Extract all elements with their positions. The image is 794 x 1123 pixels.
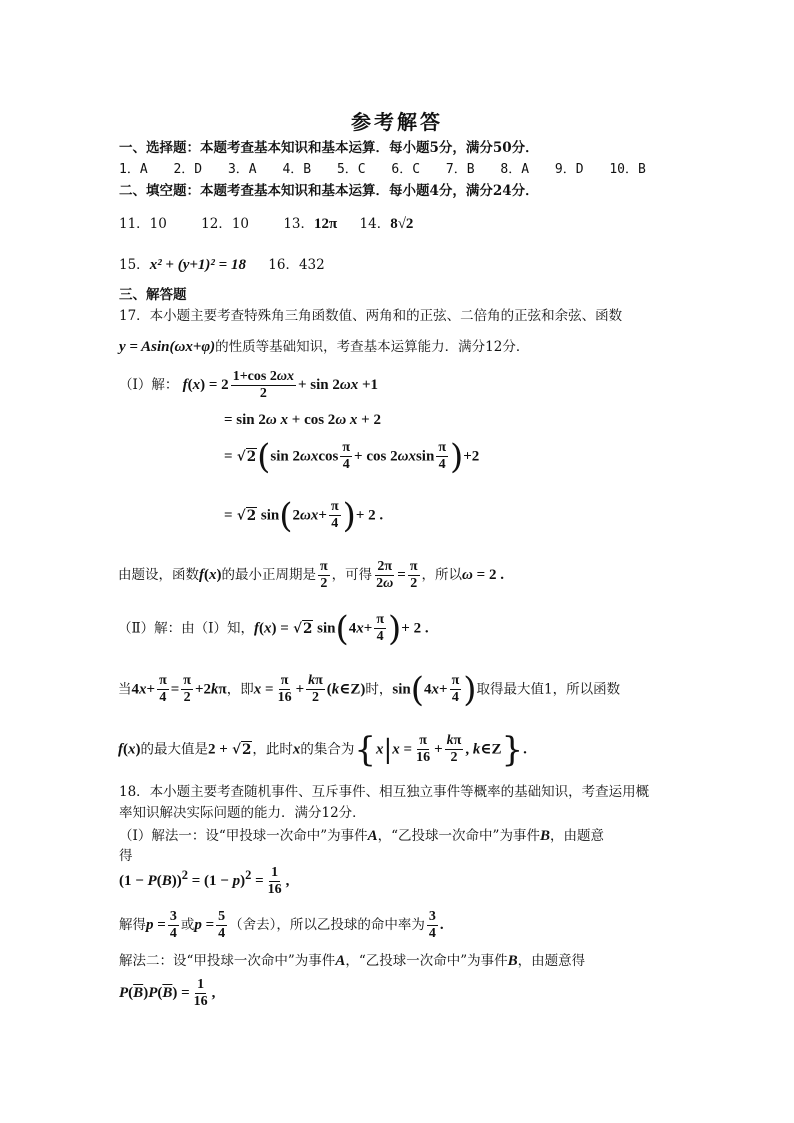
answer-10: 10．B bbox=[609, 162, 646, 177]
answer-2: 2．D bbox=[173, 162, 203, 177]
fill-13-value: 12π bbox=[314, 216, 338, 232]
q18-method1-text-a: （Ⅰ）解法一：设“甲投球一次命中”为事件 bbox=[119, 828, 368, 844]
section3-heading: 三、解答题 bbox=[119, 287, 187, 303]
answer-3: 3．A bbox=[227, 162, 257, 177]
section1-heading: 一、选择题：本题考查基本知识和基本运算．每小题5分，满分50分． bbox=[119, 140, 539, 156]
fill-answers-row1 bbox=[119, 215, 413, 233]
q18-method1-line2: 得 bbox=[119, 848, 133, 864]
page-title: 参考解答 bbox=[351, 110, 443, 134]
q17-part2-label: （Ⅱ）解：由（Ⅰ）知， bbox=[118, 620, 255, 637]
answer-7: 7．B bbox=[445, 162, 475, 177]
fill-13-label: 13． bbox=[283, 216, 314, 232]
q17-max-text-b: ，即 bbox=[226, 681, 254, 698]
q18-solve-text-c: （舍去），所以乙投球的命中率为 bbox=[229, 917, 425, 934]
section2-heading: 二、填空题：本题考查基本知识和基本运算．每小题4分，满分24分． bbox=[119, 183, 539, 199]
q17-set-text-a: 的最大值是 bbox=[140, 741, 208, 758]
q18-intro-line1: 18．本小题主要考查随机事件、互斥事件、相互独立事件等概率的基础知识，考查运用概 bbox=[119, 784, 650, 800]
q18-method1-text-b: ，“乙投球一次命中”为事件 bbox=[377, 828, 540, 844]
q18-solve-text-b: 或 bbox=[180, 917, 195, 934]
q17-intro-line1: 17．本小题主要考查特殊角三角函数值、两角和的正弦、二倍角的正弦和余弦、函数 bbox=[119, 308, 623, 324]
q17-period-text-c: ，可得 bbox=[331, 567, 373, 584]
q17-period-text-b: 的最小正周期是 bbox=[221, 567, 316, 584]
q17-max-text-d: 取得最大值1，所以函数 bbox=[476, 681, 621, 698]
q18-solve-line: 解得p = $\frac{3}{4}$ 或p = $\frac{5}{4}$ （舍去），所以乙投球的命中率为 $\frac{3}{4}$ . bbox=[119, 909, 444, 941]
answer-5: 5．C bbox=[336, 162, 366, 177]
q17-set-line: f(x)的最大值是2 + √2，此时x的集合为{x|x = $\frac{\pi}{16}$ + $\frac{k\pi}{2}$ , k∈Z}. bbox=[118, 730, 527, 770]
q17-intro-text: 的性质等基础知识，考查基本运算能力．满分12分． bbox=[215, 339, 530, 355]
q18-intro-line2: 率知识解决实际问题的能力．满分12分． bbox=[119, 805, 366, 821]
q17-part1-step2: = sin 2ω x + cos 2ω x + 2 bbox=[224, 412, 381, 428]
fill-16: 16．432 bbox=[268, 257, 325, 273]
fill-12: 12．10 bbox=[201, 216, 250, 232]
q17-part2-line: （Ⅱ）解：由（Ⅰ）知，f(x) = √2 sin(4x+ $\frac{\pi}{4}$ )+ 2 . bbox=[118, 609, 429, 649]
q17-set-text-c: 的集合为 bbox=[300, 741, 355, 758]
q17-part1-step3: = √2(sin 2ωxcos $\frac{\pi}{4}$ + cos 2ωxsin $\frac{\pi}{4}$ )+2 bbox=[224, 437, 480, 477]
fill-15-label: 15． bbox=[119, 257, 150, 273]
q18-method2-text-b: ，“乙投球一次命中”为事件 bbox=[345, 953, 508, 969]
q18-solve-text-a: 解得 bbox=[119, 917, 146, 934]
fill-15-value: x² + (y+1)² = 18 bbox=[149, 257, 246, 273]
answer-1: 1．A bbox=[119, 162, 148, 177]
answer-9: 9．D bbox=[554, 162, 584, 177]
q17-part1-label: （Ⅰ）解： bbox=[119, 377, 179, 394]
q18-equation1: $(1 - P(B))^2 = (1 - p)^2$ = $\frac{1}{16}$ , bbox=[119, 865, 290, 897]
answer-4: 4．B bbox=[282, 162, 312, 177]
q18-method2-text-c: ，由题意得 bbox=[517, 953, 586, 969]
q18-equation2: $P(\overline{B})P(\overline{B})$ = $\frac{1}{16}$ , bbox=[119, 977, 216, 1009]
answer-8: 8．A bbox=[500, 162, 530, 177]
fill-14-value: 8√2 bbox=[390, 216, 414, 232]
q17-max-text-a: 当 bbox=[118, 681, 132, 698]
q17-max-line: 当4x+ $\frac{\pi}{4}$ = $\frac{\pi}{2}$ +2kπ，即x = $\frac{\pi}{16}$ + $\frac{k\pi}{2}$ (k∈Z)时，sin(4x+ $\frac{\pi}{4}$ )取得最大值1，所以函数 bbox=[118, 670, 621, 710]
q17-max-text-c: 时， bbox=[365, 681, 393, 698]
q17-period-text-a: 由题设，函数 bbox=[118, 567, 199, 584]
q17-part1-step4: = √2 sin(2ωx+ $\frac{\pi}{4}$ )+ 2 . bbox=[224, 496, 384, 536]
q17-period-text-d: ，所以 bbox=[421, 567, 463, 584]
fill-answers-row2 bbox=[119, 256, 325, 274]
q17-function-form: y = Asin(ωx+φ) bbox=[119, 339, 216, 355]
q18-method1-text-c: ，由题意 bbox=[549, 828, 604, 844]
q17-set-text-b: ，此时 bbox=[252, 741, 293, 758]
choice-answers bbox=[119, 162, 646, 178]
q17-period-line: 由题设，函数f(x)的最小正周期是 $\frac{\pi}{2}$ ，可得 $\frac{2\pi}{2\omega}$ = $\frac{\pi}{2}$ ，所以ω = 2 . bbox=[118, 559, 504, 591]
q18-method2-text-a: 解法二：设“甲投球一次命中”为事件 bbox=[119, 953, 336, 969]
q17-intro-line2 bbox=[119, 338, 529, 356]
answer-6: 6．C bbox=[391, 162, 421, 177]
fill-11: 11．10 bbox=[119, 216, 167, 232]
fill-14-label: 14． bbox=[359, 216, 391, 232]
q18-method1-line1: （Ⅰ）解法一：设“甲投球一次命中”为事件A，“乙投球一次命中”为事件B，由题意 bbox=[119, 828, 604, 844]
q18-method2-line: 解法二：设“甲投球一次命中”为事件A，“乙投球一次命中”为事件B，由题意得 bbox=[119, 953, 586, 969]
q17-part1-step1: （Ⅰ）解： f(x) = 2 $\frac{1+\cos 2\omega x}{2}$ + sin 2ωx +1 bbox=[119, 369, 379, 401]
